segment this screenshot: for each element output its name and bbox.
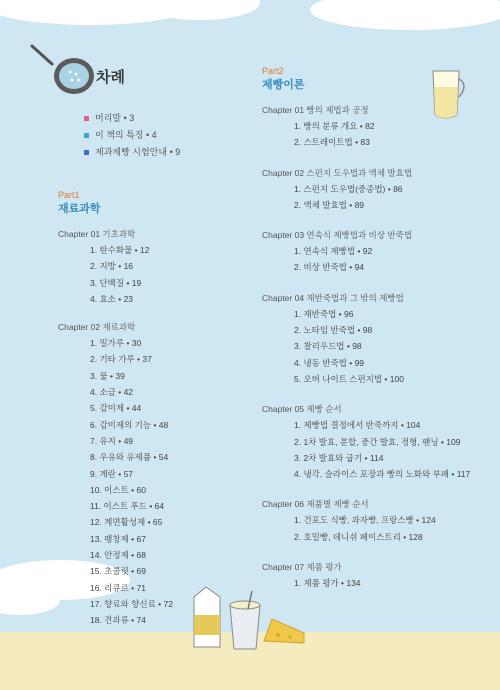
toc-entry[interactable]: 2. 노타임 반죽법 • 98: [294, 325, 373, 336]
intro-page: 3: [129, 113, 135, 123]
toc-entry[interactable]: 11. 이스트 푸드 • 64: [90, 501, 165, 512]
part1-title: 재료과학: [58, 203, 101, 215]
part2-title: 제빵이론: [262, 79, 305, 91]
chapter-section: [262, 229, 492, 276]
toc-entry[interactable]: 2. 스트레이트법 • 83: [294, 137, 370, 148]
toc-entry[interactable]: 9. 계란 • 57: [90, 468, 134, 479]
cheese-icon: [262, 615, 307, 645]
toc-entry[interactable]: 7. 유지 • 49: [90, 435, 134, 446]
intro-label: 이 책의 특징: [95, 130, 144, 140]
intro-list: [84, 110, 180, 161]
chapter-section: [58, 228, 248, 307]
chapter-title[interactable]: Chapter 06 제품별 제빵 순서: [262, 499, 369, 510]
toc-entry[interactable]: 2. 지방 • 16: [90, 261, 134, 272]
chapter-section: [262, 104, 492, 151]
bullet-icon: [84, 116, 89, 121]
chapter-section: [262, 498, 492, 545]
part2-label: Part2: [262, 66, 284, 76]
intro-page: 4: [151, 130, 157, 140]
toc-entry[interactable]: 3. 2차 발효와 굽기 • 114: [294, 452, 384, 463]
part1-chapters: [58, 228, 248, 629]
toc-entry[interactable]: 3. 단백질 • 19: [90, 277, 142, 288]
chapter-title[interactable]: Chapter 02 스펀지 도우법과 액체 발효법: [262, 167, 413, 178]
part2-column: [262, 66, 492, 607]
toc-entry[interactable]: 15. 초콜릿 • 69: [90, 566, 146, 577]
chapter-title[interactable]: Chapter 04 재반죽법과 그 밖의 제빵법: [262, 292, 404, 303]
part1-column: [58, 190, 248, 643]
toc-entry[interactable]: 4. 소금 • 42: [90, 387, 134, 398]
cloud-decoration: [310, 0, 500, 30]
chapter-title[interactable]: Chapter 01 빵의 제법과 공정: [262, 105, 369, 115]
chapter-section: [262, 167, 492, 214]
chapter-title[interactable]: Chapter 07 제품 평가: [262, 562, 342, 573]
toc-entry[interactable]: 1. 밀가루 • 30: [90, 338, 142, 349]
intro-item[interactable]: 머리말 • 3: [84, 110, 180, 127]
toc-entry[interactable]: 6. 감미제의 기능 • 48: [90, 419, 169, 430]
toc-entry[interactable]: 5. 오버 나이트 스펀지법 • 100: [294, 373, 404, 384]
chapter-section: [262, 403, 492, 482]
toc-entry[interactable]: 12. 계면활성제 • 65: [90, 517, 163, 528]
toc-entry[interactable]: 10. 이스트 • 60: [90, 484, 146, 495]
toc-entry[interactable]: 4. 냉각, 슬라이스 포장과 빵의 노화와 부패 • 117: [294, 469, 471, 480]
toc-entry[interactable]: 8. 우유와 유제품 • 54: [90, 452, 169, 463]
intro-page: 9: [175, 147, 181, 157]
toc-entry[interactable]: 1. 빵의 분류 개요 • 82: [294, 121, 375, 131]
intro-label: 머리말: [95, 113, 122, 123]
toc-entry[interactable]: 16. 리큐르 • 71: [90, 582, 146, 593]
toc-entry[interactable]: 4. 효소 • 23: [90, 293, 134, 304]
toc-entry[interactable]: 2. 액체 발효법 • 89: [294, 199, 365, 210]
toc-entry[interactable]: 1. 연속식 제빵법 • 92: [294, 246, 373, 257]
toc-entry[interactable]: 3. 찰리우드법 • 98: [294, 341, 362, 352]
bullet-icon: [84, 150, 89, 155]
toc-entry[interactable]: 1. 제품 평가 • 134: [294, 578, 361, 589]
toc-entry[interactable]: 3. 물 • 39: [90, 370, 125, 381]
toc-entry[interactable]: 1. 탄수화물 • 12: [90, 245, 150, 255]
toc-entry[interactable]: 2. 1차 발효, 분할, 중간 발효, 정형, 팬닝 • 109: [294, 436, 461, 447]
part2-chapters: [262, 104, 492, 591]
toc-entry[interactable]: 13. 팽창제 • 67: [90, 533, 146, 544]
toc-entry[interactable]: 2. 기타 가루 • 37: [90, 354, 152, 365]
chapter-section: [262, 561, 492, 591]
toc-entry[interactable]: 2. 호밀빵, 데니쉬 페이스트리 • 128: [294, 531, 423, 542]
bullet-icon: [84, 133, 89, 138]
chapter-title[interactable]: Chapter 03 연속식 제빵법과 비상 반죽법: [262, 230, 413, 241]
part1-label: Part1: [58, 190, 80, 200]
intro-item[interactable]: 이 책의 특징 • 4: [84, 127, 180, 144]
frying-pan-icon: [28, 40, 98, 100]
chapter-section: [58, 321, 248, 628]
chapter-title[interactable]: Chapter 05 제빵 순서: [262, 404, 342, 415]
toc-entry[interactable]: 1. 재반죽법 • 96: [294, 308, 354, 319]
toc-entry[interactable]: 1. 건포도 식빵, 과자빵, 프랑스빵 • 124: [294, 515, 436, 526]
intro-label: 제과제빵 시험안내: [95, 147, 168, 157]
chapter-section: [262, 292, 492, 387]
toc-entry[interactable]: 18. 견과류 • 74: [90, 615, 146, 626]
toc-entry[interactable]: 17. 향료와 향신료 • 72: [90, 598, 173, 609]
toc-entry[interactable]: 4. 냉동 반죽법 • 99: [294, 357, 365, 368]
toc-title: 차례: [96, 69, 125, 86]
toc-entry[interactable]: 5. 감미제 • 44: [90, 403, 142, 414]
toc-entry[interactable]: 1. 제빵법 결정에서 반죽까지 • 104: [294, 420, 421, 431]
toc-entry[interactable]: 1. 스펀지 도우법(중종법) • 86: [294, 183, 403, 194]
toc-entry[interactable]: 2. 비상 반죽법 • 94: [294, 262, 365, 273]
chapter-title[interactable]: Chapter 01 기초과학: [58, 229, 136, 239]
intro-item[interactable]: 제과제빵 시험안내 • 9: [84, 144, 180, 161]
chapter-title[interactable]: Chapter 02 재료과학: [58, 322, 136, 333]
toc-entry[interactable]: 14. 안정제 • 68: [90, 550, 146, 561]
